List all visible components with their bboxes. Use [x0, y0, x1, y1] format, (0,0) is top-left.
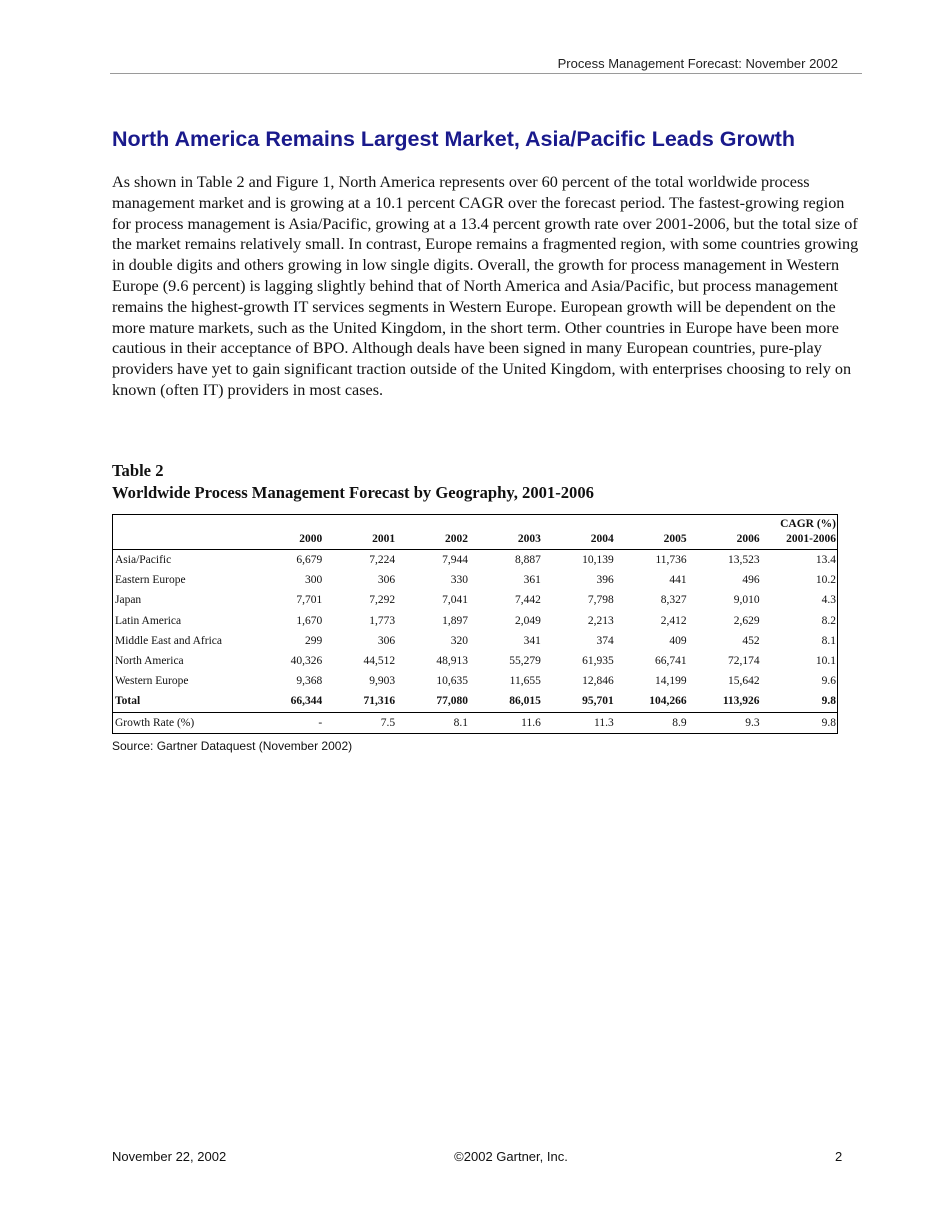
forecast-table [112, 514, 838, 734]
row-label-cell: Growth Rate (%) [113, 712, 255, 733]
table-cell: 86,015 [509, 695, 541, 708]
table-cell: 4.3 [821, 594, 836, 607]
header-cell-2005: 2005 [615, 515, 688, 550]
header-cell-2000: 2000 [254, 515, 323, 550]
table-cell: 361 [523, 574, 541, 587]
table-cell: 12,846 [582, 675, 614, 688]
table-cell: 409 [669, 634, 687, 647]
table-cell: 8,887 [514, 554, 541, 567]
table-caption: Worldwide Process Management Forecast by Geography, 2001-2006 [112, 483, 594, 502]
row-label-cell: North America [115, 655, 184, 668]
table-cell: 9,368 [296, 675, 323, 688]
table-cell: 13,523 [727, 554, 760, 567]
table-cell: 61,935 [582, 655, 614, 668]
table-cell: 1,670 [296, 614, 323, 627]
table-cell: 9,903 [369, 675, 396, 688]
table-cell: 10,139 [582, 554, 614, 567]
table-cell: 330 [450, 574, 468, 587]
table-cell: 2,049 [514, 614, 541, 627]
table-cell: 11.3 [542, 712, 615, 733]
table-cell: 7,292 [369, 594, 396, 607]
table-cell: 7,944 [442, 554, 468, 567]
table-cell: 9.8 [761, 712, 838, 733]
header-divider [110, 73, 862, 74]
table-cell: 72,174 [727, 655, 760, 668]
table-cell: 71,316 [363, 695, 396, 708]
table-cell: 9.3 [688, 712, 761, 733]
table-cell: 13.4 [815, 554, 836, 567]
table-cell: 306 [377, 574, 396, 587]
table-number: Table 2 [112, 461, 164, 480]
table-cell: 8,327 [660, 594, 687, 607]
table-cell: 77,080 [436, 695, 468, 708]
table-cell: 7,041 [442, 594, 468, 607]
footer-page-number: 2 [835, 1149, 843, 1164]
table-cell: 496 [742, 574, 760, 587]
row-label-cell: Eastern Europe [115, 574, 186, 587]
section-title: North America Remains Largest Market, Asia/Pacific Leads Growth [112, 127, 796, 151]
table-cell: 10,635 [436, 675, 468, 688]
table-cell: 11,736 [655, 554, 687, 567]
header-cell-2002: 2002 [396, 515, 469, 550]
table-cell: 11.6 [469, 712, 542, 733]
row-label-cell: Middle East and Africa [115, 634, 222, 647]
table-row [113, 651, 838, 671]
header-cell-2006: 2006 [688, 515, 761, 550]
table-cell: 44,512 [363, 655, 396, 668]
table-row [113, 570, 838, 590]
table-header-row [113, 515, 838, 550]
row-label-cell: Western Europe [115, 675, 189, 688]
row-label-cell: Japan [115, 594, 142, 607]
table-cell: 8.9 [615, 712, 688, 733]
table-row [113, 590, 838, 610]
table-cell: 374 [596, 634, 614, 647]
table-cell: 8.2 [821, 614, 836, 627]
table-cell: 8.1 [396, 712, 469, 733]
table-cell: 300 [304, 574, 323, 587]
table-cell: 2,629 [733, 614, 760, 627]
table-row [113, 691, 838, 712]
table-cell: 48,913 [436, 655, 468, 668]
table-cell: 320 [450, 634, 468, 647]
header-cagr-label: CAGR (%) [780, 518, 836, 530]
table-cell: 7,798 [587, 594, 614, 607]
table-cell: 299 [304, 634, 323, 647]
table-cell: 104,266 [649, 695, 687, 708]
table-cell: 55,279 [509, 655, 541, 668]
table-cell: 441 [669, 574, 687, 587]
header-cell-geography [113, 515, 255, 550]
footer-date: November 22, 2002 [112, 1149, 227, 1164]
header-cell-cagr [761, 515, 838, 550]
row-label-cell: Asia/Pacific [115, 554, 172, 567]
table-cell: 9,010 [733, 594, 760, 607]
table-cell: - [254, 712, 323, 733]
table-cell: 1,773 [369, 614, 396, 627]
table-cell: 9.8 [821, 695, 836, 708]
table-source-note: Source: Gartner Dataquest (November 2002) [112, 739, 353, 753]
running-header: Process Management Forecast: November 2002 [557, 56, 838, 71]
table-cell: 8.1 [821, 634, 836, 647]
table-cell: 10.2 [815, 574, 836, 587]
table-cell: 15,642 [727, 675, 760, 688]
table-cell: 10.1 [815, 655, 836, 668]
body-paragraph: As shown in Table 2 and Figure 1, North America represents over 60 percent of the total worldwide process management market and is growing at a 10.1 percent CAGR over the forecast period. The fastest-growing region for process management is Asia/Pacific, growing at a 13.4 percent growth rate over 2001-2006, but the total size of the market remains relatively small. In contrast, Europe remains a fragmented region, with some countries growing in double digits and others growing in low single digits. Overall, the growth for process management in Western Europe (9.6 percent) is lagging slightly behind that of North America and Asia/Pacific, but process management remains the highest-growth IT services segments in Western Europe. European growth will be dependent on the more mature markets, such as the United Kingdom, in the short term. Other countries in Europe have been more cautious in their acceptance of BPO. Although deals have been signed in many European countries, pure-play providers have yet to gain significant traction outside of the United Kingdom, with enterprises choosing to rely on known (often IT) providers in most cases. [112, 173, 859, 399]
header-cell-2004: 2004 [542, 515, 615, 550]
table-cell: 6,679 [296, 554, 323, 567]
table-body [113, 550, 838, 734]
row-label-cell: Latin America [115, 614, 182, 627]
table-cell: 2,412 [660, 614, 687, 627]
table-cell: 14,199 [655, 675, 687, 688]
table-row [113, 611, 838, 631]
table-cell: 7.5 [323, 712, 396, 733]
table-cell: 2,213 [587, 614, 614, 627]
footer-copyright: ©2002 Gartner, Inc. [454, 1149, 568, 1164]
table-cell: 66,344 [290, 695, 323, 708]
table-cell: 341 [523, 634, 541, 647]
table-cell: 40,326 [290, 655, 323, 668]
table-cell: 7,701 [296, 594, 323, 607]
table-cell: 452 [742, 634, 760, 647]
table-row [113, 671, 838, 691]
table-cell: 95,701 [582, 695, 614, 708]
table-cell: 7,224 [369, 554, 396, 567]
header-cell-2001: 2001 [323, 515, 396, 550]
table-row [113, 631, 838, 651]
row-label-cell: Total [115, 695, 141, 708]
table-cell: 9.6 [821, 675, 836, 688]
table-row [113, 550, 838, 571]
table-cell: 1,897 [442, 614, 468, 627]
table-cell: 7,442 [514, 594, 541, 607]
table-row [113, 712, 838, 733]
table-cell: 306 [377, 634, 396, 647]
table-cell: 396 [596, 574, 614, 587]
header-cell-2003: 2003 [469, 515, 542, 550]
table-cell: 113,926 [722, 695, 760, 708]
table-cell: 11,655 [509, 675, 541, 688]
table-cell: 66,741 [655, 655, 687, 668]
table-heading [112, 460, 852, 504]
header-cagr-period: 2001-2006 [786, 533, 836, 545]
